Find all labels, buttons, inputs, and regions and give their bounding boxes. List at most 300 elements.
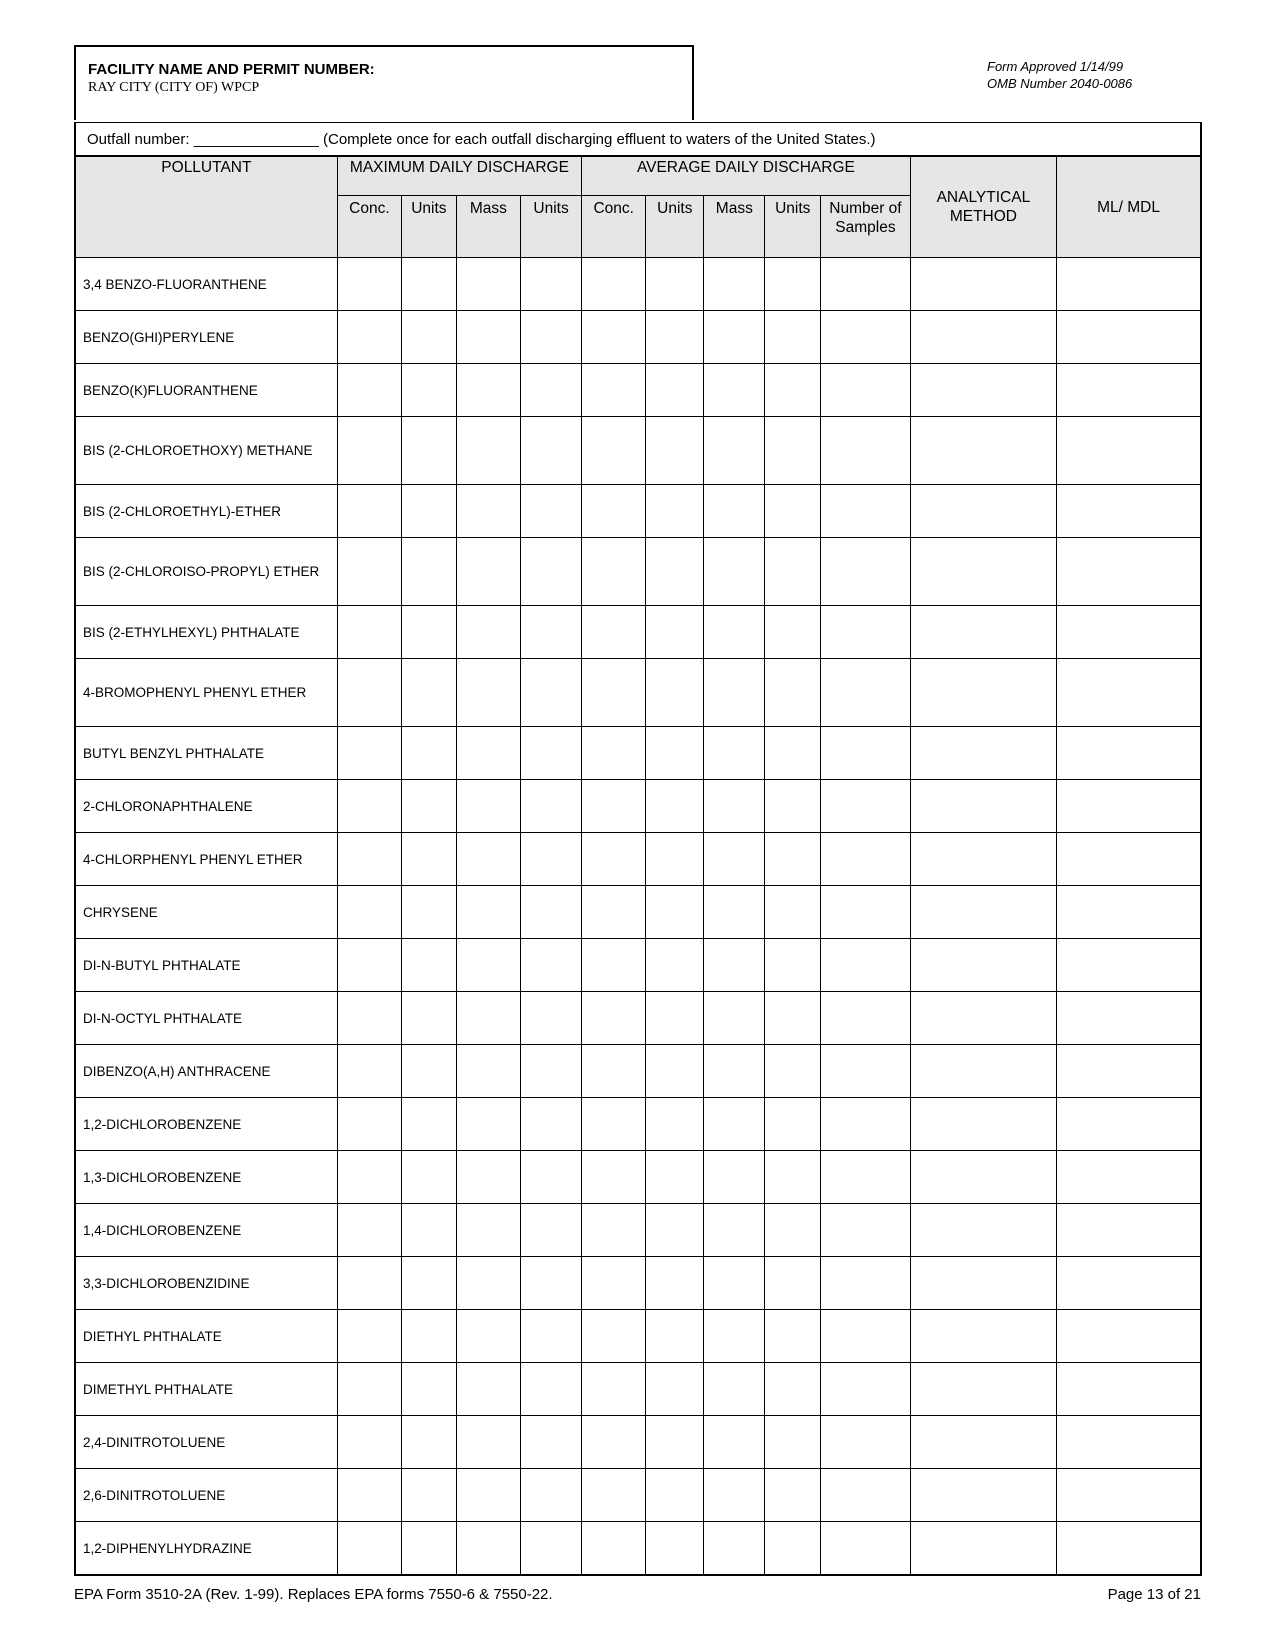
avg-mass-field[interactable] <box>704 939 765 992</box>
avg-mass-units-field[interactable] <box>765 727 821 780</box>
max-mass-units-field[interactable] <box>521 364 582 417</box>
analytical-method-field[interactable] <box>910 1469 1056 1522</box>
avg-conc-field[interactable] <box>582 659 646 727</box>
ml-mdl-field[interactable] <box>1057 659 1201 727</box>
avg-mass-units-field[interactable] <box>765 1151 821 1204</box>
max-mass-field[interactable] <box>456 886 520 939</box>
ml-mdl-field[interactable] <box>1057 886 1201 939</box>
ml-mdl-field[interactable] <box>1057 1045 1201 1098</box>
avg-conc-units-field[interactable] <box>646 1204 704 1257</box>
avg-conc-field[interactable] <box>582 1098 646 1151</box>
max-conc-units-field[interactable] <box>402 833 457 886</box>
avg-mass-units-field[interactable] <box>765 1416 821 1469</box>
max-mass-field[interactable] <box>456 364 520 417</box>
avg-mass-field[interactable] <box>704 1416 765 1469</box>
avg-mass-field[interactable] <box>704 1522 765 1576</box>
max-conc-field[interactable] <box>337 258 401 311</box>
avg-conc-field[interactable] <box>582 1310 646 1363</box>
ml-mdl-field[interactable] <box>1057 485 1201 538</box>
max-conc-field[interactable] <box>337 1151 401 1204</box>
avg-conc-field[interactable] <box>582 538 646 606</box>
avg-mass-units-field[interactable] <box>765 1045 821 1098</box>
avg-conc-field[interactable] <box>582 886 646 939</box>
analytical-method-field[interactable] <box>910 1416 1056 1469</box>
max-conc-units-field[interactable] <box>402 606 457 659</box>
avg-conc-units-field[interactable] <box>646 886 704 939</box>
max-mass-units-field[interactable] <box>521 992 582 1045</box>
max-conc-field[interactable] <box>337 538 401 606</box>
table-row <box>75 538 1201 606</box>
max-mass-field[interactable] <box>456 1363 520 1416</box>
avg-mass-units-field[interactable] <box>765 417 821 485</box>
ml-mdl-field[interactable] <box>1057 1469 1201 1522</box>
pollutant-name: 1,2-DIPHENYLHYDRAZINE <box>75 1522 337 1576</box>
max-mass-units-field[interactable] <box>521 1151 582 1204</box>
number-of-samples-field[interactable] <box>821 833 911 886</box>
avg-mass-field[interactable] <box>704 886 765 939</box>
avg-mass-field[interactable] <box>704 485 765 538</box>
avg-conc-units-field[interactable] <box>646 1416 704 1469</box>
avg-conc-units-field[interactable] <box>646 538 704 606</box>
max-conc-field[interactable] <box>337 833 401 886</box>
analytical-method-field[interactable] <box>910 727 1056 780</box>
number-of-samples-field[interactable] <box>821 1098 911 1151</box>
analytical-method-field[interactable] <box>910 364 1056 417</box>
analytical-method-field[interactable] <box>910 659 1056 727</box>
max-mass-field[interactable] <box>456 1045 520 1098</box>
analytical-method-field[interactable] <box>910 780 1056 833</box>
avg-mass-field[interactable] <box>704 364 765 417</box>
ml-mdl-field[interactable] <box>1057 1151 1201 1204</box>
analytical-method-field[interactable] <box>910 939 1056 992</box>
ml-mdl-field[interactable] <box>1057 1204 1201 1257</box>
header-max-conc: Conc. <box>337 196 401 258</box>
avg-mass-field[interactable] <box>704 1151 765 1204</box>
max-mass-units-field[interactable] <box>521 727 582 780</box>
pollutant-name: 1,4-DICHLOROBENZENE <box>75 1204 337 1257</box>
analytical-method-field[interactable] <box>910 606 1056 659</box>
max-conc-field[interactable] <box>337 311 401 364</box>
pollutant-name: 1,3-DICHLOROBENZENE <box>75 1151 337 1204</box>
avg-conc-units-field[interactable] <box>646 780 704 833</box>
number-of-samples-field[interactable] <box>821 1522 911 1576</box>
header-avg-conc-units: Units <box>646 196 704 258</box>
avg-conc-field[interactable] <box>582 833 646 886</box>
ml-mdl-field[interactable] <box>1057 1522 1201 1576</box>
avg-mass-field[interactable] <box>704 1045 765 1098</box>
max-conc-units-field[interactable] <box>402 417 457 485</box>
max-mass-units-field[interactable] <box>521 659 582 727</box>
table-row <box>75 606 1201 659</box>
analytical-method-field[interactable] <box>910 417 1056 485</box>
max-mass-field[interactable] <box>456 659 520 727</box>
max-mass-units-field[interactable] <box>521 1257 582 1310</box>
avg-mass-units-field[interactable] <box>765 780 821 833</box>
max-mass-units-field[interactable] <box>521 833 582 886</box>
max-mass-units-field[interactable] <box>521 780 582 833</box>
number-of-samples-field[interactable] <box>821 727 911 780</box>
avg-mass-units-field[interactable] <box>765 258 821 311</box>
number-of-samples-field[interactable] <box>821 1257 911 1310</box>
table-row <box>75 992 1201 1045</box>
number-of-samples-field[interactable] <box>821 659 911 727</box>
number-of-samples-field[interactable] <box>821 992 911 1045</box>
number-of-samples-field[interactable] <box>821 1363 911 1416</box>
max-mass-field[interactable] <box>456 258 520 311</box>
avg-mass-field[interactable] <box>704 1257 765 1310</box>
max-conc-units-field[interactable] <box>402 1416 457 1469</box>
max-mass-units-field[interactable] <box>521 417 582 485</box>
number-of-samples-field[interactable] <box>821 1204 911 1257</box>
pollutant-name: BENZO(GHI)PERYLENE <box>75 311 337 364</box>
max-mass-units-field[interactable] <box>521 258 582 311</box>
avg-conc-units-field[interactable] <box>646 939 704 992</box>
analytical-method-field[interactable] <box>910 1257 1056 1310</box>
max-mass-units-field[interactable] <box>521 1098 582 1151</box>
avg-mass-units-field[interactable] <box>765 833 821 886</box>
avg-mass-field[interactable] <box>704 1363 765 1416</box>
number-of-samples-field[interactable] <box>821 311 911 364</box>
max-mass-units-field[interactable] <box>521 606 582 659</box>
max-mass-field[interactable] <box>456 417 520 485</box>
avg-mass-units-field[interactable] <box>765 886 821 939</box>
avg-mass-units-field[interactable] <box>765 1363 821 1416</box>
number-of-samples-field[interactable] <box>821 886 911 939</box>
pollutant-name: 2-CHLORONAPHTHALENE <box>75 780 337 833</box>
analytical-method-field[interactable] <box>910 1204 1056 1257</box>
avg-mass-field[interactable] <box>704 833 765 886</box>
max-mass-units-field[interactable] <box>521 1045 582 1098</box>
max-mass-units-field[interactable] <box>521 1522 582 1576</box>
number-of-samples-field[interactable] <box>821 1469 911 1522</box>
max-mass-units-field[interactable] <box>521 1363 582 1416</box>
max-mass-field[interactable] <box>456 1416 520 1469</box>
avg-conc-units-field[interactable] <box>646 311 704 364</box>
max-mass-units-field[interactable] <box>521 311 582 364</box>
avg-mass-units-field[interactable] <box>765 311 821 364</box>
max-conc-units-field[interactable] <box>402 1257 457 1310</box>
avg-conc-field[interactable] <box>582 1204 646 1257</box>
table-row <box>75 1204 1201 1257</box>
number-of-samples-field[interactable] <box>821 606 911 659</box>
number-of-samples-field[interactable] <box>821 258 911 311</box>
max-mass-field[interactable] <box>456 1204 520 1257</box>
avg-conc-field[interactable] <box>582 939 646 992</box>
avg-mass-field[interactable] <box>704 1310 765 1363</box>
max-conc-units-field[interactable] <box>402 659 457 727</box>
avg-conc-units-field[interactable] <box>646 1257 704 1310</box>
avg-conc-field[interactable] <box>582 258 646 311</box>
avg-mass-units-field[interactable] <box>765 659 821 727</box>
avg-conc-units-field[interactable] <box>646 364 704 417</box>
avg-mass-units-field[interactable] <box>765 939 821 992</box>
pollutant-name: BIS (2-CHLOROETHOXY) METHANE <box>75 417 337 485</box>
max-mass-units-field[interactable] <box>521 939 582 992</box>
pollutant-name: BUTYL BENZYL PHTHALATE <box>75 727 337 780</box>
max-conc-field[interactable] <box>337 1257 401 1310</box>
max-conc-field[interactable] <box>337 886 401 939</box>
max-conc-field[interactable] <box>337 606 401 659</box>
table-row <box>75 1469 1201 1522</box>
max-conc-field[interactable] <box>337 1098 401 1151</box>
max-conc-units-field[interactable] <box>402 1151 457 1204</box>
avg-mass-field[interactable] <box>704 659 765 727</box>
max-mass-units-field[interactable] <box>521 886 582 939</box>
max-conc-units-field[interactable] <box>402 311 457 364</box>
avg-mass-field[interactable] <box>704 780 765 833</box>
pollutant-name: DIMETHYL PHTHALATE <box>75 1363 337 1416</box>
number-of-samples-field[interactable] <box>821 939 911 992</box>
avg-mass-units-field[interactable] <box>765 1469 821 1522</box>
ml-mdl-field[interactable] <box>1057 1416 1201 1469</box>
avg-mass-field[interactable] <box>704 538 765 606</box>
avg-conc-units-field[interactable] <box>646 1151 704 1204</box>
max-conc-units-field[interactable] <box>402 1098 457 1151</box>
avg-mass-field[interactable] <box>704 992 765 1045</box>
avg-mass-units-field[interactable] <box>765 1522 821 1576</box>
max-mass-field[interactable] <box>456 1469 520 1522</box>
avg-mass-field[interactable] <box>704 1098 765 1151</box>
ml-mdl-field[interactable] <box>1057 992 1201 1045</box>
ml-mdl-field[interactable] <box>1057 1310 1201 1363</box>
max-mass-field[interactable] <box>456 1151 520 1204</box>
avg-conc-units-field[interactable] <box>646 1363 704 1416</box>
number-of-samples-field[interactable] <box>821 1416 911 1469</box>
max-mass-units-field[interactable] <box>521 1469 582 1522</box>
max-mass-field[interactable] <box>456 1310 520 1363</box>
max-conc-field[interactable] <box>337 939 401 992</box>
avg-mass-field[interactable] <box>704 258 765 311</box>
number-of-samples-field[interactable] <box>821 1310 911 1363</box>
max-conc-field[interactable] <box>337 780 401 833</box>
ml-mdl-field[interactable] <box>1057 939 1201 992</box>
avg-conc-field[interactable] <box>582 1363 646 1416</box>
max-mass-field[interactable] <box>456 538 520 606</box>
max-mass-field[interactable] <box>456 1522 520 1576</box>
avg-conc-field[interactable] <box>582 780 646 833</box>
ml-mdl-field[interactable] <box>1057 311 1201 364</box>
max-conc-units-field[interactable] <box>402 1469 457 1522</box>
max-conc-units-field[interactable] <box>402 886 457 939</box>
avg-mass-units-field[interactable] <box>765 992 821 1045</box>
analytical-method-field[interactable] <box>910 1151 1056 1204</box>
avg-conc-field[interactable] <box>582 1416 646 1469</box>
max-mass-field[interactable] <box>456 311 520 364</box>
facility-label: FACILITY NAME AND PERMIT NUMBER: <box>88 61 375 78</box>
avg-conc-field[interactable] <box>582 485 646 538</box>
max-conc-units-field[interactable] <box>402 727 457 780</box>
number-of-samples-field[interactable] <box>821 1045 911 1098</box>
avg-conc-field[interactable] <box>582 727 646 780</box>
avg-conc-field[interactable] <box>582 311 646 364</box>
analytical-method-field[interactable] <box>910 538 1056 606</box>
max-conc-field[interactable] <box>337 1522 401 1576</box>
avg-conc-field[interactable] <box>582 992 646 1045</box>
pollutant-name: 3,3-DICHLOROBENZIDINE <box>75 1257 337 1310</box>
avg-conc-units-field[interactable] <box>646 1310 704 1363</box>
ml-mdl-field[interactable] <box>1057 833 1201 886</box>
avg-conc-field[interactable] <box>582 364 646 417</box>
avg-mass-units-field[interactable] <box>765 1098 821 1151</box>
avg-conc-units-field[interactable] <box>646 1469 704 1522</box>
analytical-method-field[interactable] <box>910 992 1056 1045</box>
ml-mdl-field[interactable] <box>1057 538 1201 606</box>
pollutant-name: 2,4-DINITROTOLUENE <box>75 1416 337 1469</box>
max-conc-field[interactable] <box>337 992 401 1045</box>
analytical-method-field[interactable] <box>910 1310 1056 1363</box>
avg-conc-field[interactable] <box>582 1469 646 1522</box>
number-of-samples-field[interactable] <box>821 1151 911 1204</box>
number-of-samples-field[interactable] <box>821 780 911 833</box>
analytical-method-field[interactable] <box>910 886 1056 939</box>
max-conc-units-field[interactable] <box>402 1204 457 1257</box>
avg-conc-field[interactable] <box>582 1257 646 1310</box>
max-conc-units-field[interactable] <box>402 1363 457 1416</box>
number-of-samples-field[interactable] <box>821 364 911 417</box>
ml-mdl-field[interactable] <box>1057 1363 1201 1416</box>
max-conc-units-field[interactable] <box>402 538 457 606</box>
max-mass-units-field[interactable] <box>521 1204 582 1257</box>
max-conc-units-field[interactable] <box>402 780 457 833</box>
max-mass-field[interactable] <box>456 780 520 833</box>
max-conc-field[interactable] <box>337 1416 401 1469</box>
max-mass-units-field[interactable] <box>521 538 582 606</box>
max-mass-units-field[interactable] <box>521 485 582 538</box>
max-conc-units-field[interactable] <box>402 1310 457 1363</box>
max-conc-field[interactable] <box>337 1204 401 1257</box>
avg-conc-units-field[interactable] <box>646 992 704 1045</box>
max-mass-field[interactable] <box>456 992 520 1045</box>
header-max-mass-units: Units <box>521 196 582 258</box>
avg-conc-units-field[interactable] <box>646 659 704 727</box>
avg-conc-units-field[interactable] <box>646 833 704 886</box>
form-approval-info <box>987 58 1132 92</box>
header-avg-conc: Conc. <box>582 196 646 258</box>
avg-conc-field[interactable] <box>582 1151 646 1204</box>
pollutant-name: DI-N-OCTYL PHTHALATE <box>75 992 337 1045</box>
header-max-mass: Mass <box>456 196 520 258</box>
analytical-method-field[interactable] <box>910 485 1056 538</box>
max-conc-field[interactable] <box>337 1045 401 1098</box>
max-conc-units-field[interactable] <box>402 364 457 417</box>
avg-mass-field[interactable] <box>704 1469 765 1522</box>
number-of-samples-field[interactable] <box>821 538 911 606</box>
number-of-samples-field[interactable] <box>821 417 911 485</box>
header-avg-daily-discharge: AVERAGE DAILY DISCHARGE <box>582 156 911 196</box>
max-conc-field[interactable] <box>337 727 401 780</box>
pollutant-name: DI-N-BUTYL PHTHALATE <box>75 939 337 992</box>
avg-conc-field[interactable] <box>582 1522 646 1576</box>
max-mass-field[interactable] <box>456 1098 520 1151</box>
number-of-samples-field[interactable] <box>821 485 911 538</box>
ml-mdl-field[interactable] <box>1057 258 1201 311</box>
avg-conc-units-field[interactable] <box>646 1522 704 1576</box>
avg-mass-units-field[interactable] <box>765 364 821 417</box>
outfall-number-line[interactable]: Outfall number: _______________ (Complete once for each outfall discharging effluent to waters of the United States.) <box>75 123 1201 157</box>
max-mass-field[interactable] <box>456 939 520 992</box>
analytical-method-field[interactable] <box>910 1522 1056 1576</box>
table-row <box>75 727 1201 780</box>
avg-mass-field[interactable] <box>704 606 765 659</box>
max-mass-field[interactable] <box>456 485 520 538</box>
max-conc-units-field[interactable] <box>402 1045 457 1098</box>
header-avg-mass-units: Units <box>765 196 821 258</box>
table-row <box>75 1151 1201 1204</box>
max-conc-field[interactable] <box>337 417 401 485</box>
max-conc-units-field[interactable] <box>402 258 457 311</box>
max-mass-field[interactable] <box>456 606 520 659</box>
max-mass-field[interactable] <box>456 1257 520 1310</box>
avg-mass-units-field[interactable] <box>765 1204 821 1257</box>
analytical-method-field[interactable] <box>910 1363 1056 1416</box>
avg-mass-units-field[interactable] <box>765 1310 821 1363</box>
avg-mass-field[interactable] <box>704 727 765 780</box>
form-identifier: EPA Form 3510-2A (Rev. 1-99). Replaces EPA forms 7550-6 & 7550-22. <box>74 1586 553 1603</box>
avg-conc-units-field[interactable] <box>646 485 704 538</box>
table-row <box>75 1257 1201 1310</box>
analytical-method-field[interactable] <box>910 1045 1056 1098</box>
header-max-daily-discharge: MAXIMUM DAILY DISCHARGE <box>337 156 581 196</box>
avg-conc-units-field[interactable] <box>646 1045 704 1098</box>
avg-mass-units-field[interactable] <box>765 485 821 538</box>
max-mass-units-field[interactable] <box>521 1416 582 1469</box>
avg-mass-field[interactable] <box>704 1204 765 1257</box>
max-conc-field[interactable] <box>337 485 401 538</box>
max-mass-field[interactable] <box>456 833 520 886</box>
ml-mdl-field[interactable] <box>1057 1098 1201 1151</box>
ml-mdl-field[interactable] <box>1057 727 1201 780</box>
analytical-method-field[interactable] <box>910 833 1056 886</box>
ml-mdl-field[interactable] <box>1057 364 1201 417</box>
max-conc-field[interactable] <box>337 1469 401 1522</box>
max-mass-field[interactable] <box>456 727 520 780</box>
avg-conc-field[interactable] <box>582 417 646 485</box>
max-conc-field[interactable] <box>337 364 401 417</box>
avg-conc-units-field[interactable] <box>646 1098 704 1151</box>
max-conc-field[interactable] <box>337 1363 401 1416</box>
analytical-method-field[interactable] <box>910 258 1056 311</box>
max-conc-units-field[interactable] <box>402 992 457 1045</box>
avg-mass-field[interactable] <box>704 417 765 485</box>
facility-name-field[interactable]: RAY CITY (CITY OF) WPCP <box>88 80 260 95</box>
max-conc-units-field[interactable] <box>402 939 457 992</box>
avg-conc-units-field[interactable] <box>646 258 704 311</box>
pollutant-name: DIETHYL PHTHALATE <box>75 1310 337 1363</box>
avg-conc-units-field[interactable] <box>646 606 704 659</box>
ml-mdl-field[interactable] <box>1057 417 1201 485</box>
avg-mass-units-field[interactable] <box>765 1257 821 1310</box>
avg-mass-units-field[interactable] <box>765 538 821 606</box>
analytical-method-field[interactable] <box>910 311 1056 364</box>
ml-mdl-field[interactable] <box>1057 1257 1201 1310</box>
pollutant-name: DIBENZO(A,H) ANTHRACENE <box>75 1045 337 1098</box>
max-conc-field[interactable] <box>337 659 401 727</box>
max-mass-units-field[interactable] <box>521 1310 582 1363</box>
avg-mass-field[interactable] <box>704 311 765 364</box>
analytical-method-field[interactable] <box>910 1098 1056 1151</box>
avg-conc-field[interactable] <box>582 1045 646 1098</box>
max-conc-field[interactable] <box>337 1310 401 1363</box>
avg-conc-units-field[interactable] <box>646 417 704 485</box>
ml-mdl-field[interactable] <box>1057 780 1201 833</box>
table-row <box>75 1522 1201 1576</box>
avg-mass-units-field[interactable] <box>765 606 821 659</box>
max-conc-units-field[interactable] <box>402 485 457 538</box>
avg-conc-units-field[interactable] <box>646 727 704 780</box>
max-conc-units-field[interactable] <box>402 1522 457 1576</box>
ml-mdl-field[interactable] <box>1057 606 1201 659</box>
avg-conc-field[interactable] <box>582 606 646 659</box>
